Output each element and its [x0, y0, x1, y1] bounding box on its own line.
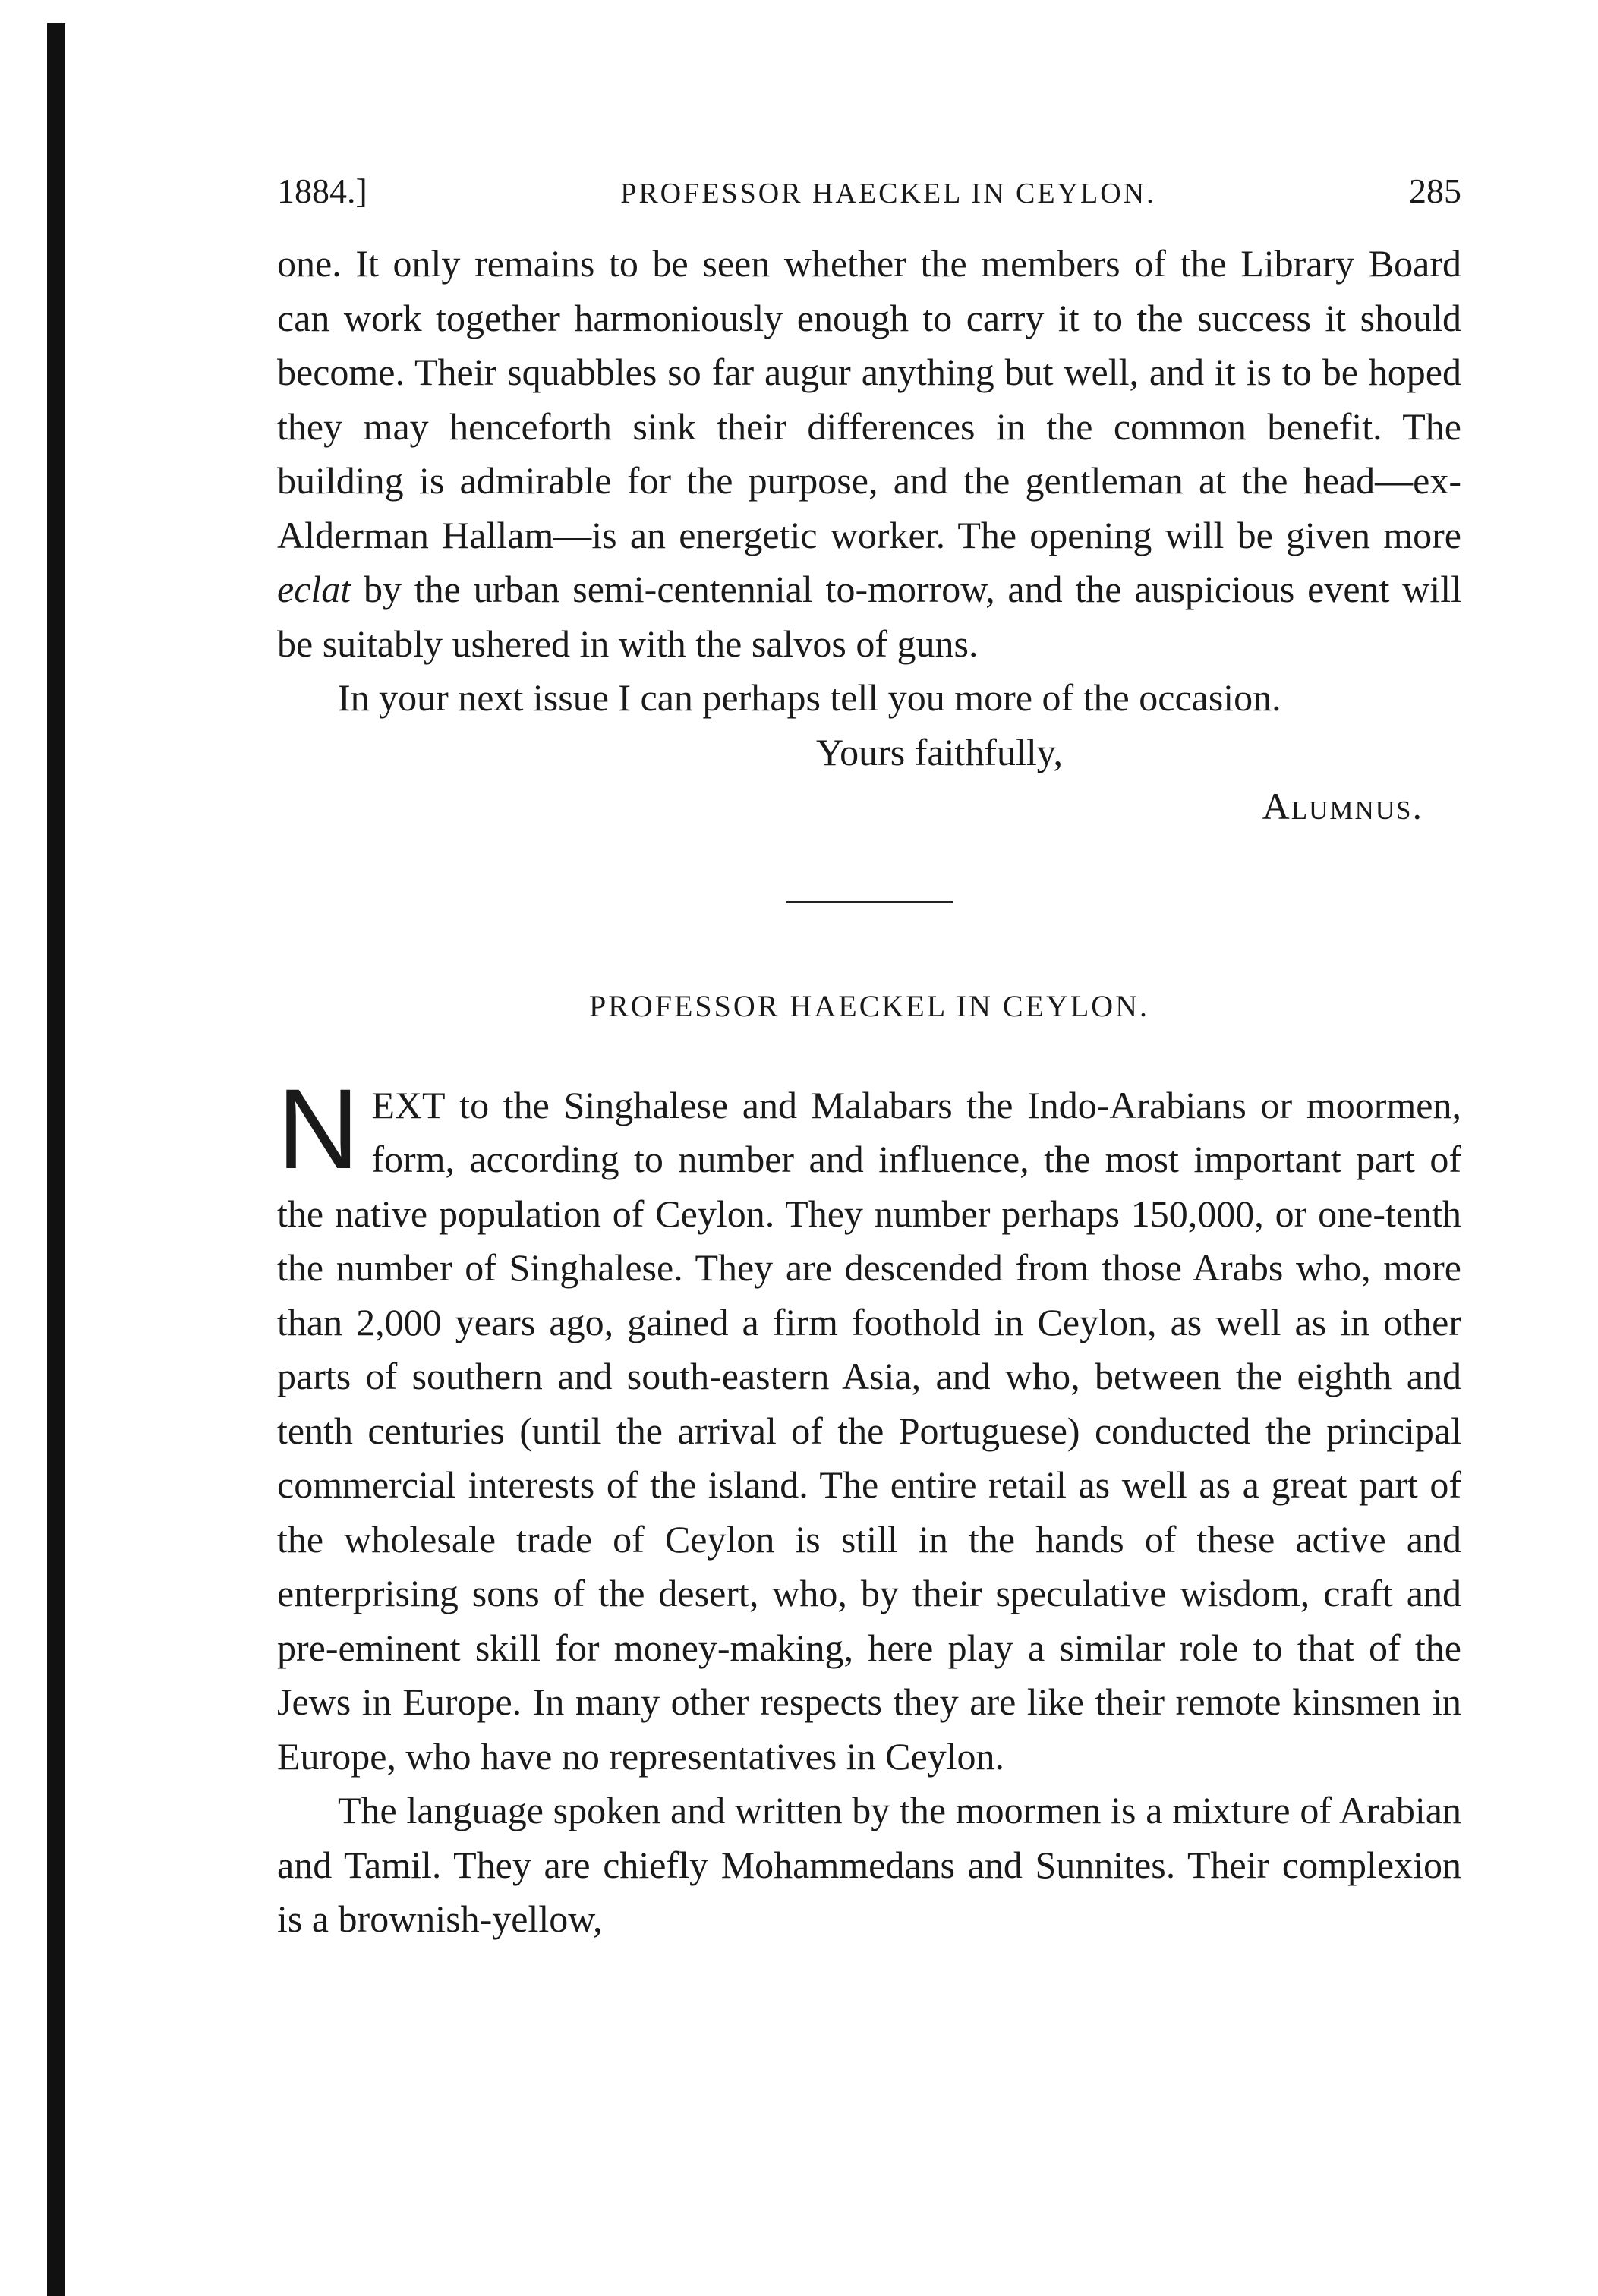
- page-number: 285: [1409, 172, 1461, 210]
- article-text-1: to the Singhalese and Malabars the Indo-Arabians or moormen, form, according to number and influence, the most important part of the native population of Ceylon. They number perhaps 150,000, or one-tenth the number of Singhalese. They are descended from those Arabs who, more than 2,000 years ago, gained a firm foothold in Ceylon, as well as in other parts of southern and south-eastern Asia, and who, between the eighth and tenth centuries (until the arrival of the Portuguese) conducted the principal commercial interests of the island. The entire retail as well as a great part of the wholesale trade of Ceylon is still in the hands of these active and enterprising sons of the desert, who, by their speculative wisdom, craft and pre-eminent skill for money-making, here play a similar role to that of the Jews in Europe. In many other respects they are like their remote kinsmen in Europe, who have no representatives in Ceylon.: [277, 1083, 1461, 1778]
- article-paragraph-1: [277, 1064, 1461, 1784]
- section-divider: [786, 901, 953, 903]
- letter-text-part-2: by the urban semi-centennial to-morrow, and the auspicious event will be suitably ushered in with the salvos of guns.: [277, 568, 1461, 665]
- letter-paragraph-1: [277, 237, 1461, 671]
- closing-salutation: Yours faithfully,: [816, 730, 1064, 773]
- book-spine-shadow: [47, 23, 65, 2296]
- drop-cap: N: [277, 1064, 360, 1192]
- letter-paragraph-2: In your next issue I can perhaps tell you more of the occasion.: [338, 676, 1281, 719]
- header-year: 1884.]: [277, 172, 367, 210]
- letter-closing: [277, 726, 1461, 834]
- article-paragraph-2: The language spoken and written by the moormen is a mixture of Arabian and Tamil. They are chiefly Mohammedans and Sunnites. Their complexion is a brownish-yellow,: [277, 1789, 1461, 1940]
- letter-emphasis: eclat: [277, 568, 351, 610]
- article-title: PROFESSOR HAECKEL IN CEYLON.: [588, 988, 1150, 1023]
- letter-signature: Alumnus.: [1262, 785, 1423, 827]
- page: [277, 171, 1461, 1947]
- running-header: [277, 171, 1461, 211]
- header-title: PROFESSOR HAECKEL IN CEYLON.: [620, 178, 1156, 209]
- letter-text-part-1: one. It only remains to be seen whether the members of the Library Board can work together harmoniously enough to carry it to the success it should become. Their squabbles so far augur anything but well, and it is to be hoped they may henceforth sink their differences in the common benefit. The building is admirable for the purpose, and the gentleman at the head—ex-Alderman Hallam—is an energetic worker. The opening will be given more: [277, 242, 1461, 556]
- lead-word: EXT: [371, 1083, 446, 1126]
